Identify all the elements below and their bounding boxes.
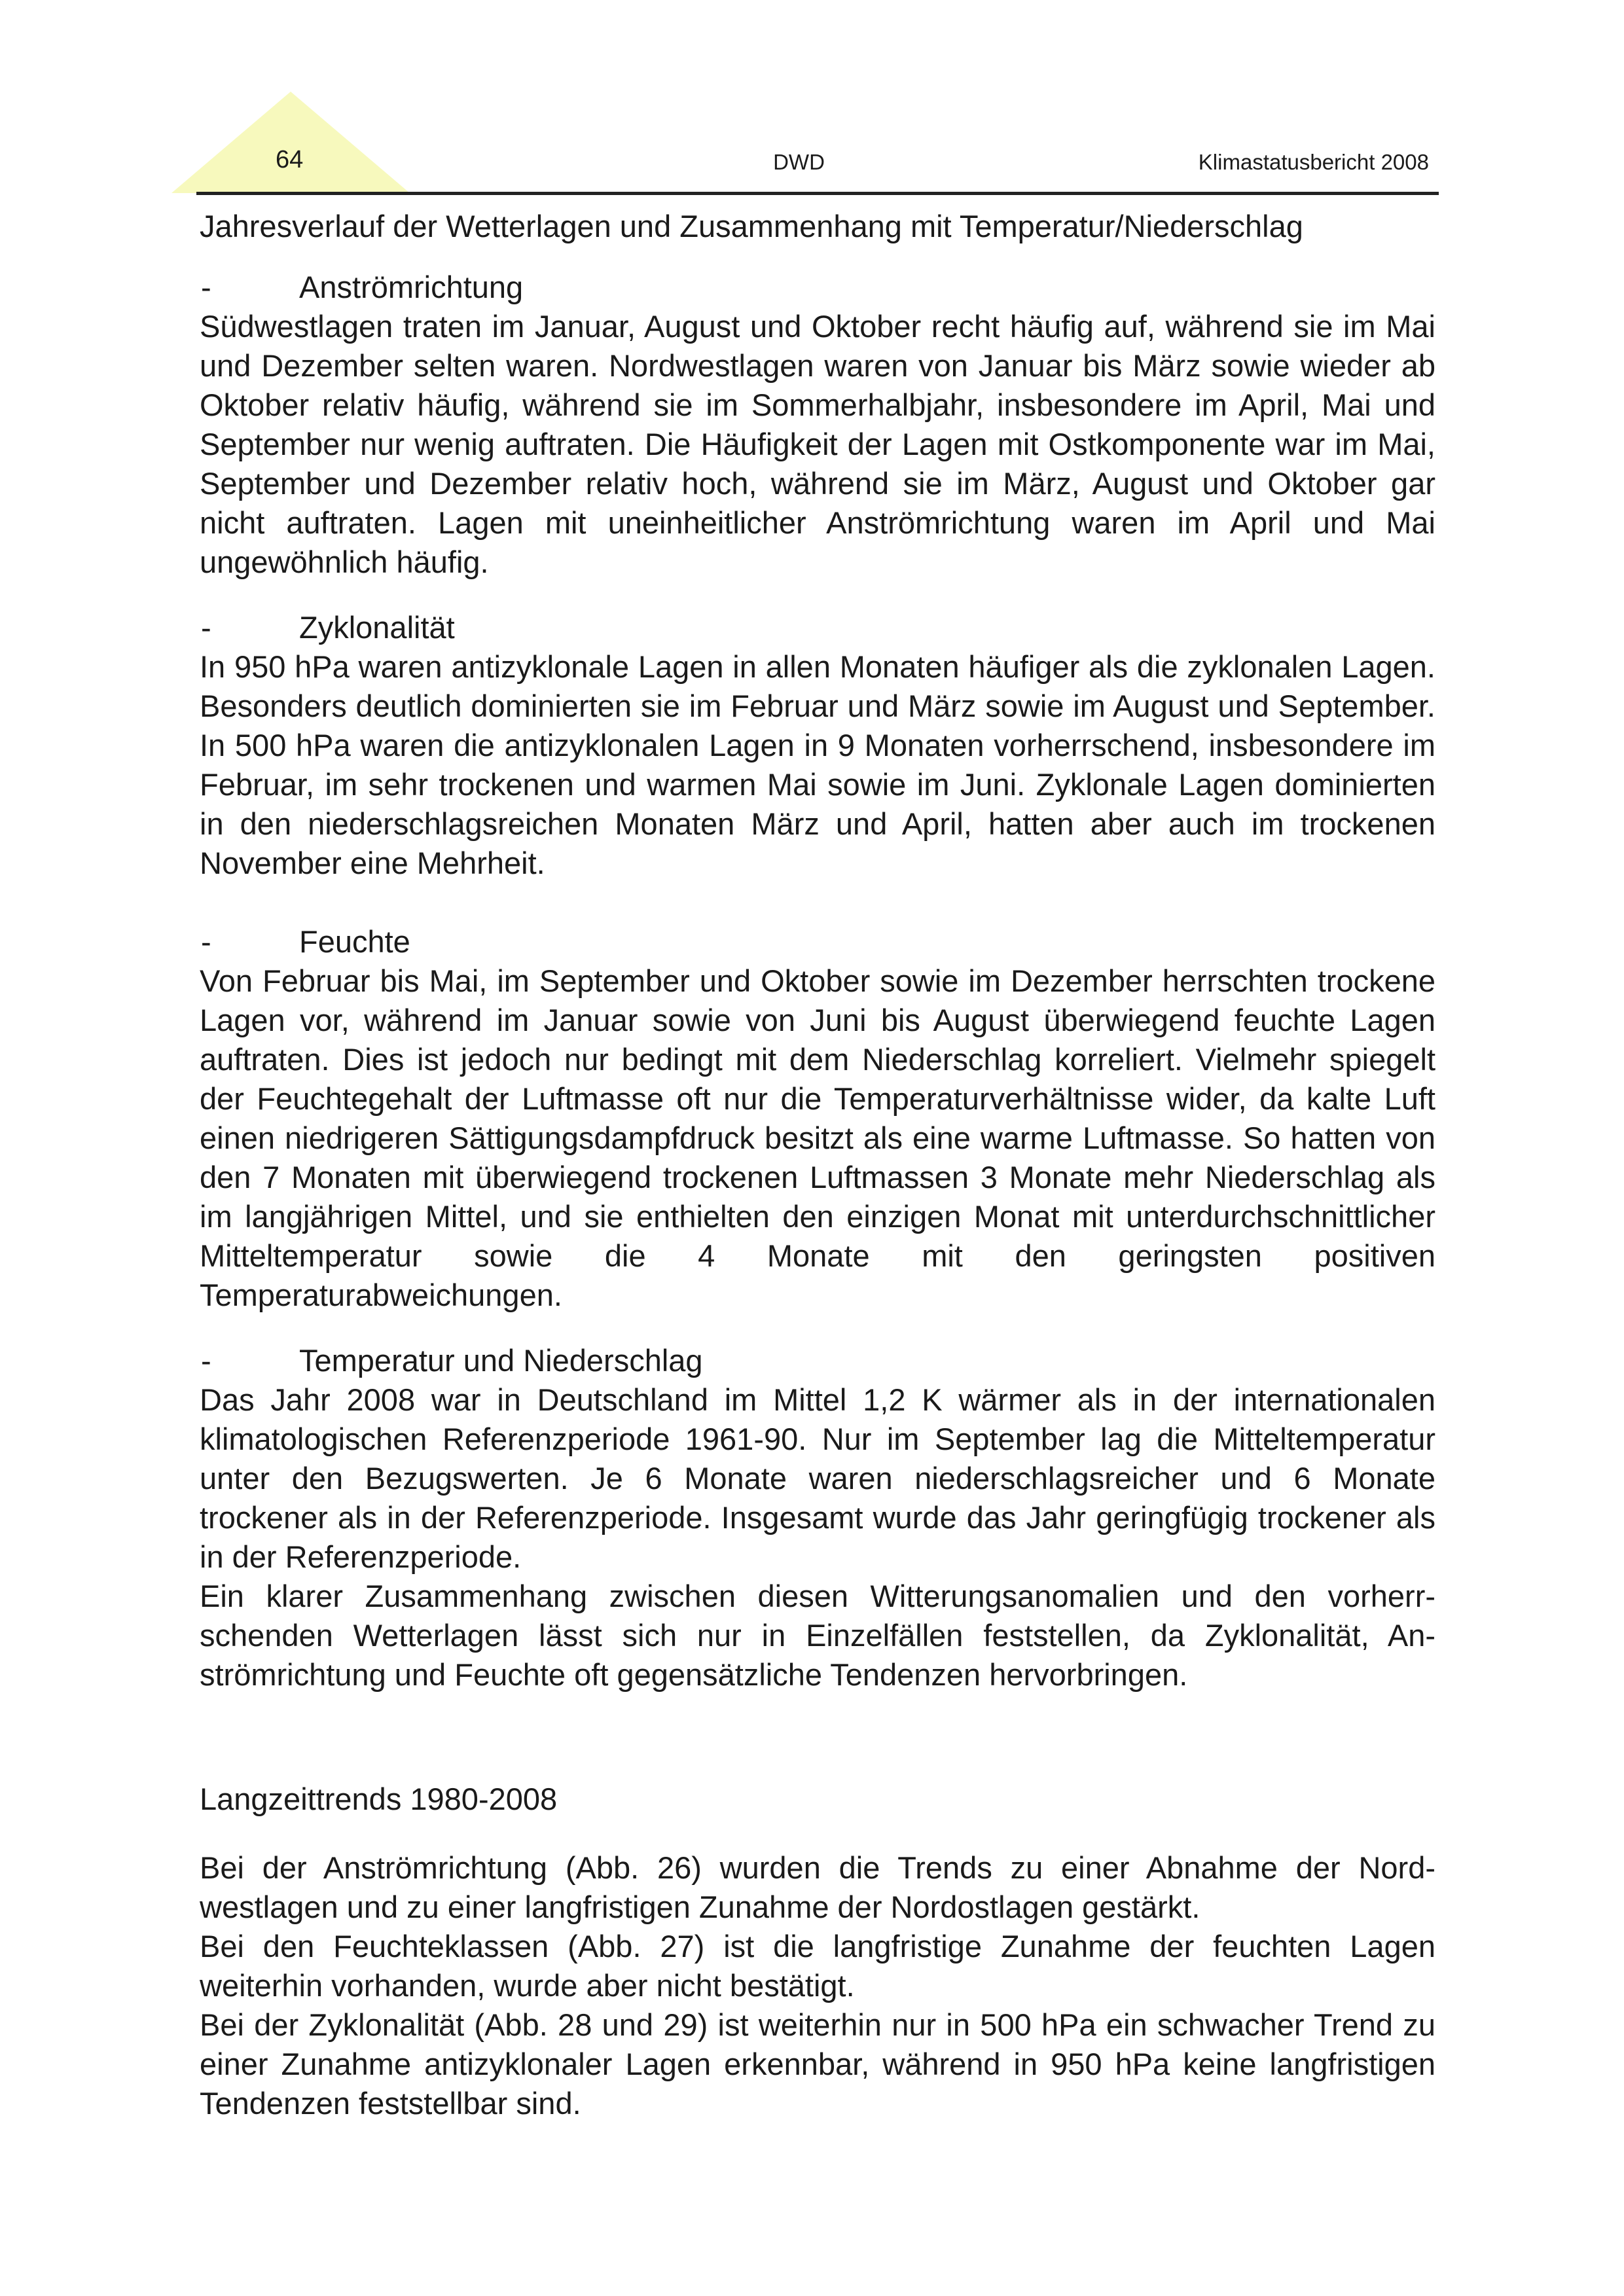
- section-heading-text: Anströmrichtung: [299, 270, 524, 304]
- section-heading-text: Temperatur und Niederschlag: [299, 1343, 703, 1378]
- page-corner-triangle: [171, 92, 410, 193]
- section-heading: [200, 268, 1435, 307]
- list-dash: -: [201, 610, 211, 645]
- paragraph: Das Jahr 2008 war in Deutschland im Mittel 1,2 K wärmer als in der internationalen klimatologischen Referenzperiode 1961-90. Nur im September lag die Mitteltemperatur unter den Bezugswerten. Je 6 Monate waren niederschlagsreicher und 6 Monate trockener als in der Referenzperiode. Insgesamt wurde das Jahr geringfügig trockener als in der Referenzperiode.: [200, 1382, 1435, 1574]
- section-heading: [200, 608, 1435, 647]
- paragraph: Ein klarer Zusammenhang zwischen diesen Witterungsanomalien und den vorherrschenden Wetterlagen lässt sich nur in Einzelfällen feststellen, da Zyklonalität, Anströmrichtung und Feuchte oft gegensätzliche Tendenzen hervorbringen.: [200, 1579, 1435, 1692]
- header-rule: [196, 192, 1439, 195]
- main-content: [200, 207, 1435, 2123]
- trends-section: [200, 1848, 1435, 2123]
- section-feuchte: [200, 922, 1435, 1315]
- section-heading: [200, 922, 1435, 961]
- trends-heading: Langzeittrends 1980-2008: [200, 1782, 558, 1816]
- page-title: Jahresverlauf der Wetterlagen und Zusammenhang mit Temperatur/Niederschlag: [200, 209, 1303, 243]
- list-dash: -: [201, 270, 211, 304]
- paragraph: Südwestlagen traten im Januar, August und Oktober recht häufig auf, während sie im Mai und Dezember selten waren. Nordwestlagen waren von Januar bis März sowie wieder ab Oktober relativ häufig, während sie im Sommerhalbjahr, insbesondere im April, Mai und September nur wenig auftraten. Die Häufigkeit der Lagen mit Ostkomponente war im Mai, September und Dezember relativ hoch, während sie im März, August und Oktober gar nicht auftraten. Lagen mit uneinheitlicher Anströmrichtung waren im April und Mai ungewöhnlich häufig.: [200, 309, 1435, 579]
- paragraph: Bei der Zyklonalität (Abb. 28 und 29) ist weiterhin nur in 500 hPa ein schwacher Trend zu einer Zunahme antizyklonaler Lagen erkennbar, während in 950 hPa keine langfristigen Tendenzen feststellbar sind.: [200, 2007, 1435, 2121]
- paragraph: Von Februar bis Mai, im September und Oktober sowie im Dezember herrschten trockene Lagen vor, während im Januar sowie von Juni bis August überwiegend feuchte Lagen auftraten. Dies ist jedoch nur bedingt mit dem Niederschlag korreliert. Vielmehr spiegelt der Feuchtegehalt der Luftmasse oft nur die Temperaturverhältnisse wider, da kalte Luft einen niedrigeren Sättigungsdampfdruck besitzt als eine warme Luftmasse. So hatten von den 7 Monaten mit überwiegend trockenen Luftmassen 3 Monate mehr Niederschlag als im langjährigen Mittel, und sie enthielten den einzigen Monat mit unterdurchschnittlicher Mitteltemperatur sowie die 4 Monate mit den geringsten positiven Temperaturabweichungen.: [200, 963, 1435, 1312]
- list-dash: -: [201, 924, 211, 959]
- section-heading-text: Zyklonalität: [299, 610, 455, 645]
- section-temperatur-niederschlag: [200, 1341, 1435, 1695]
- list-dash: -: [201, 1343, 211, 1378]
- section-anstroemrichtung: [200, 268, 1435, 582]
- page-number: 64: [276, 146, 304, 173]
- section-heading: [200, 1341, 1435, 1380]
- header-report-title: Klimastatusbericht 2008: [1198, 150, 1429, 174]
- header-publisher: DWD: [773, 150, 825, 174]
- paragraph: Bei der Anströmrichtung (Abb. 26) wurden die Trends zu einer Abnahme der Nordwestlagen und zu einer langfristigen Zunahme der Nordostlagen gestärkt.: [200, 1850, 1435, 1924]
- paragraph: In 950 hPa waren antizyklonale Lagen in allen Monaten häufiger als die zyklonalen Lagen. Besonders deutlich dominierten sie im Februar und März sowie im August und September. In 500 hPa waren die antizyklonalen Lagen in 9 Monaten vorherrschend, insbesondere im Februar, im sehr trockenen und warmen Mai sowie im Juni. Zyklonale Lagen dominierten in den niederschlagsreichen Monaten März und April, hatten aber auch im trockenen November eine Mehrheit.: [200, 649, 1435, 880]
- section-heading-text: Feuchte: [299, 924, 410, 959]
- section-zyklonalitaet: [200, 608, 1435, 883]
- paragraph: Bei den Feuchteklassen (Abb. 27) ist die langfristige Zunahme der feuchten Lagen weiterhin vorhanden, wurde aber nicht bestätigt.: [200, 1929, 1435, 2003]
